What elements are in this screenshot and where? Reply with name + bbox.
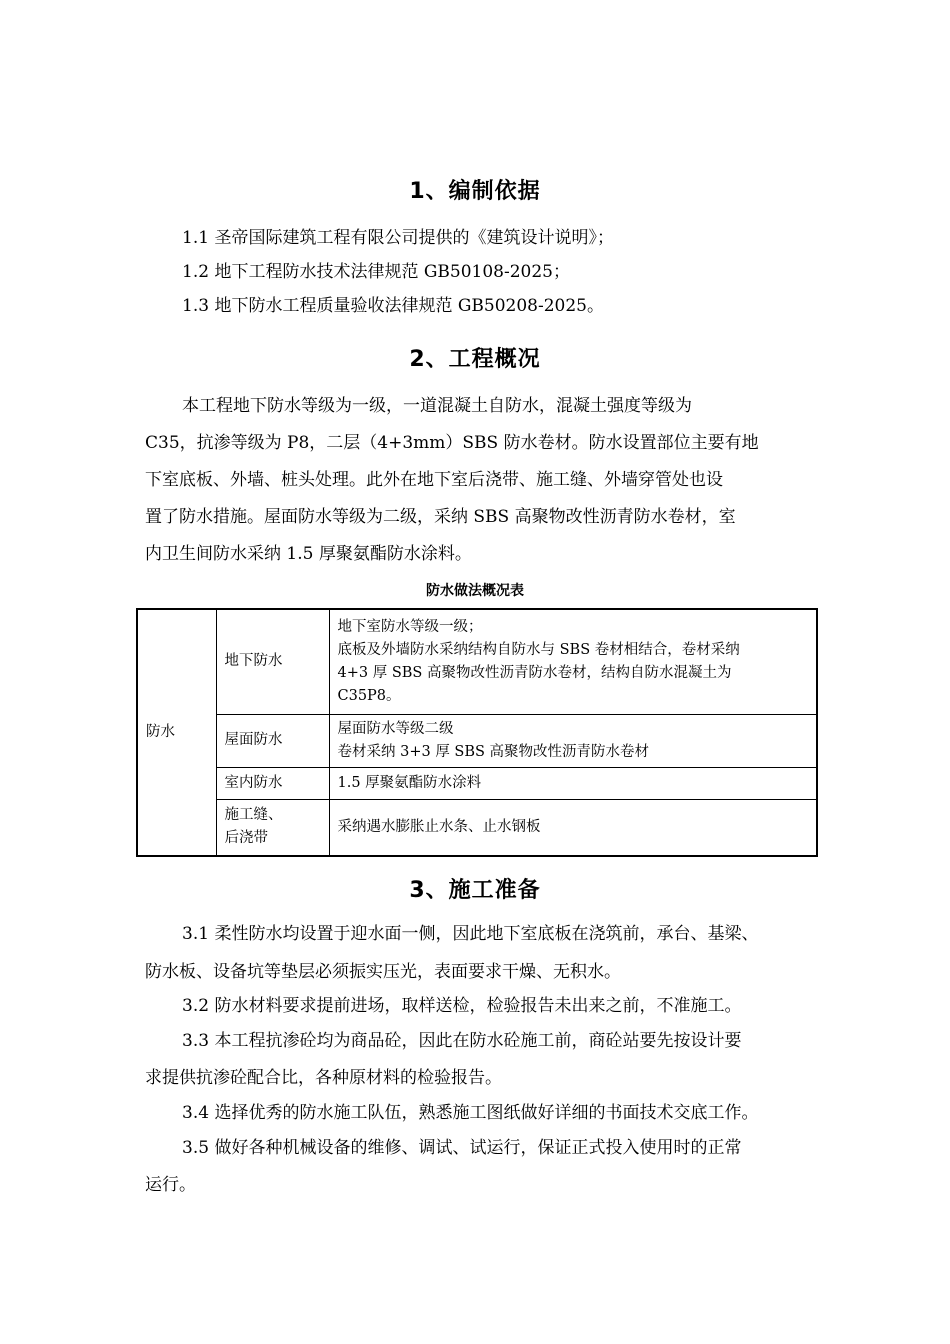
content-line: C35P8。 — [337, 687, 401, 704]
content-line: 4+3 厚 SBS 高聚物改性沥青防水卷材，结构自防水混凝土为 — [337, 664, 732, 681]
row-content-cell — [329, 799, 817, 856]
table-row — [137, 609, 817, 714]
row-content-cell — [329, 714, 817, 767]
section3-line: 3.2 防水材料要求提前进场，取样送检，检验报告未出来之前，不准施工。 — [182, 996, 742, 1016]
section1-item: 1.3 地下防水工程质量验收法律规范 GB50208-2025。 — [182, 296, 605, 316]
section3-line: 运行。 — [145, 1175, 196, 1195]
section1-item: 1.2 地下工程防水技术法律规范 GB50108-2025； — [182, 262, 571, 282]
content-line: 1.5 厚聚氨酯防水涂料 — [337, 774, 482, 791]
category-cell: 防水 — [137, 609, 216, 856]
row-content-cell — [329, 767, 817, 799]
row-name-cell: 室内防水 — [216, 767, 329, 799]
section2-paragraph-line: 内卫生间防水采纳 1.5 厚聚氨酯防水涂料。 — [145, 544, 472, 564]
section2-paragraph-line: 置了防水措施。屋面防水等级为二级，采纳 SBS 高聚物改性沥青防水卷材，室 — [145, 507, 736, 527]
row-content-cell — [329, 609, 817, 714]
section3-line: 3.4 选择优秀的防水施工队伍，熟悉施工图纸做好详细的书面技术交底工作。 — [182, 1103, 759, 1123]
section2-heading: 2、工程概况 — [409, 347, 541, 372]
content-line: 地下室防水等级一级； — [337, 618, 483, 635]
section3-line: 3.3 本工程抗渗砼均为商品砼，因此在防水砼施工前，商砼站要先按设计要 — [182, 1031, 742, 1051]
waterproofing-table — [136, 608, 818, 857]
section1-heading: 1、编制依据 — [409, 179, 541, 204]
table-row — [137, 714, 817, 767]
content-line: 底板及外墙防水采纳结构自防水与 SBS 卷材相结合，卷材采纳 — [337, 641, 740, 658]
content-line: 采纳遇水膨胀止水条、止水钢板 — [337, 818, 541, 835]
section3-line: 3.1 柔性防水均设置于迎水面一侧，因此地下室底板在浇筑前，承台、基梁、 — [182, 924, 759, 944]
name-line: 后浇带 — [224, 830, 268, 847]
row-name-cell: 屋面防水 — [216, 714, 329, 767]
name-line: 施工缝、 — [224, 807, 283, 824]
section2-paragraph-line: C35，抗渗等级为 P8，二层（4+3mm）SBS 防水卷材。防水设置部位主要有地 — [145, 433, 759, 453]
row-name-cell — [216, 799, 329, 856]
content-line: 屋面防水等级二级 — [337, 720, 454, 737]
content-line: 卷材采纳 3+3 厚 SBS 高聚物改性沥青防水卷材 — [337, 743, 650, 760]
section1-item: 1.1 圣帝国际建筑工程有限公司提供的《建筑设计说明》； — [182, 228, 614, 248]
section2-paragraph-line: 本工程地下防水等级为一级，一道混凝土自防水，混凝土强度等级为 — [182, 396, 692, 416]
section3-heading: 3、施工准备 — [409, 878, 541, 903]
table-caption: 防水做法概况表 — [426, 583, 524, 599]
section3-line: 防水板、设备坑等垫层必须振实压光，表面要求干燥、无积水。 — [145, 962, 621, 982]
section2-paragraph-line: 下室底板、外墙、桩头处理。此外在地下室后浇带、施工缝、外墙穿管处也设 — [145, 470, 723, 490]
section3-line: 3.5 做好各种机械设备的维修、调试、试运行，保证正式投入使用时的正常 — [182, 1138, 742, 1158]
table-row — [137, 767, 817, 799]
table-row — [137, 799, 817, 856]
row-name-cell: 地下防水 — [216, 609, 329, 714]
section3-line: 求提供抗渗砼配合比，各种原材料的检验报告。 — [145, 1068, 502, 1088]
